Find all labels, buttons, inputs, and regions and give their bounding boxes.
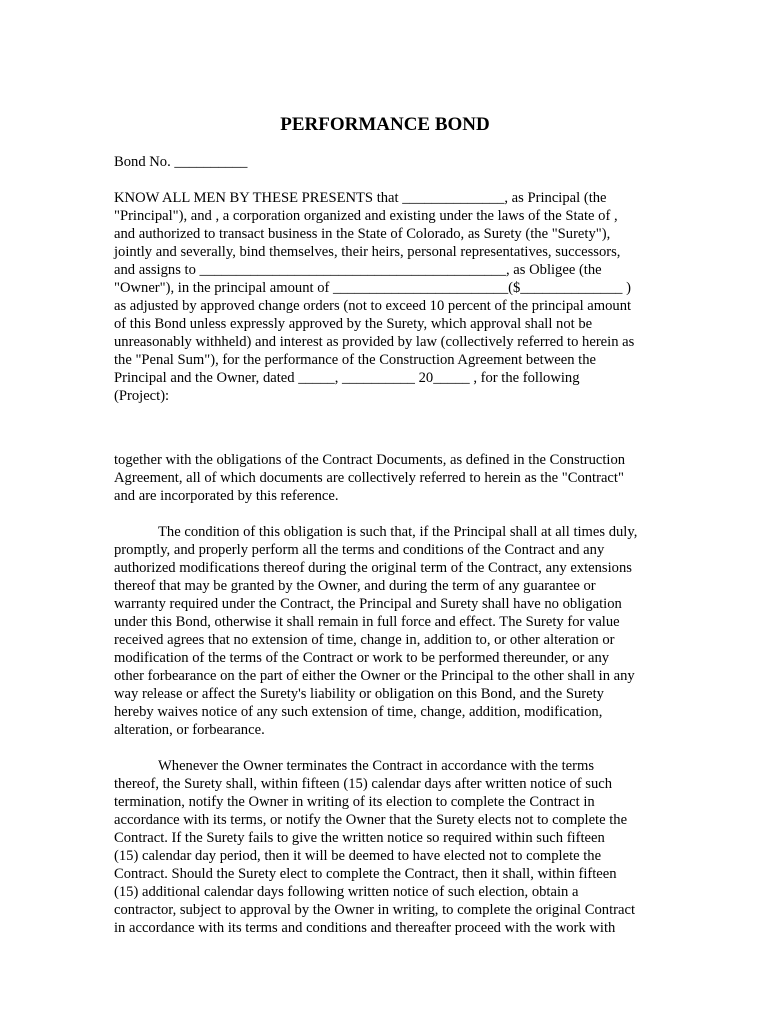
text-line: way release or affect the Surety's liability or obligation on this Bond, and the Surety [114, 686, 604, 702]
text-line: Agreement, all of which documents are collectively referred to herein as the "Contract" [114, 470, 624, 486]
text-line: "Principal"), and , a corporation organized and existing under the laws of the State of , [114, 208, 618, 224]
text-line: "Owner"), in the principal amount of ________________________($______________ ) [114, 280, 631, 296]
text-line: Contract. Should the Surety elect to complete the Contract, then it shall, within fifteen [114, 866, 617, 882]
text-line: KNOW ALL MEN BY THESE PRESENTS that ______________, as Principal (the [114, 190, 607, 206]
text-line: accordance with its terms, or notify the Owner that the Surety elects not to complete the [114, 812, 628, 828]
text-line: hereby waives notice of any such extension of time, change, addition, modification, [114, 704, 603, 720]
text-line: alteration, or forbearance. [114, 722, 265, 738]
text-line: Contract. If the Surety fails to give the written notice so required within such fifteen [114, 830, 605, 846]
text-line: other forbearance on the part of either the Owner or the Principal to the other shall in any [114, 668, 635, 684]
text-line: and assigns to __________________________________________, as Obligee (the [114, 262, 602, 278]
text-line: the "Penal Sum"), for the performance of the Construction Agreement between the [114, 352, 597, 368]
paragraph-termination [114, 757, 659, 937]
text-line: of this Bond unless expressly approved by the Surety, which approval shall not be [114, 316, 593, 332]
text-line: thereof, the Surety shall, within fifteen (15) calendar days after written notice of such [114, 776, 613, 792]
text-line: together with the obligations of the Contract Documents, as defined in the Construction [114, 452, 626, 468]
text-line: modification of the terms of the Contract or work to be performed thereunder, or any [114, 650, 610, 666]
text-line: and are incorporated by this reference. [114, 488, 339, 504]
text-line: jointly and severally, bind themselves, their heirs, personal representatives, successors, [114, 244, 621, 260]
text-line: warranty required under the Contract, the Principal and Surety shall have no obligation [114, 596, 622, 612]
text-line: authorized modifications thereof during the original term of the Contract, any extensions [114, 560, 632, 576]
bond-number: Bond No. __________ [114, 154, 248, 170]
text-line: as adjusted by approved change orders (not to exceed 10 percent of the principal amount [114, 298, 632, 314]
text-line: termination, notify the Owner in writing of its election to complete the Contract in [114, 794, 595, 810]
paragraph-know-all-men [114, 189, 659, 405]
text-line: (Project): [114, 388, 170, 404]
text-line: (15) calendar day period, then it will be deemed to have elected not to complete the [114, 848, 602, 864]
text-line: promptly, and properly perform all the terms and conditions of the Contract and any [114, 542, 605, 558]
text-line: Whenever the Owner terminates the Contract in accordance with the terms [158, 758, 595, 774]
text-line: in accordance with its terms and conditions and thereafter proceed with the work with [114, 920, 616, 936]
paragraph-condition [114, 523, 659, 739]
document-title: PERFORMANCE BOND [280, 114, 490, 135]
document-body [114, 153, 659, 937]
text-line: thereof that may be granted by the Owner, and during the term of any guarantee or [114, 578, 596, 594]
text-line: The condition of this obligation is such that, if the Principal shall at all times duly, [158, 524, 638, 540]
text-line: (15) additional calendar days following written notice of such election, obtain a [114, 884, 579, 900]
text-line: received agrees that no extension of time, change in, addition to, or other alteration or [114, 632, 615, 648]
text-line: and authorized to transact business in the State of Colorado, as Surety (the "Surety"), [114, 226, 611, 242]
paragraph-contract-documents [114, 451, 659, 505]
text-line: unreasonably withheld) and interest as provided by law (collectively referred to herein as [114, 334, 635, 350]
text-line: contractor, subject to approval by the Owner in writing, to complete the original Contract [114, 902, 635, 918]
text-line: Principal and the Owner, dated _____, __________ 20_____ , for the following [114, 370, 580, 386]
text-line: under this Bond, otherwise it shall remain in full force and effect. The Surety for value [114, 614, 620, 630]
